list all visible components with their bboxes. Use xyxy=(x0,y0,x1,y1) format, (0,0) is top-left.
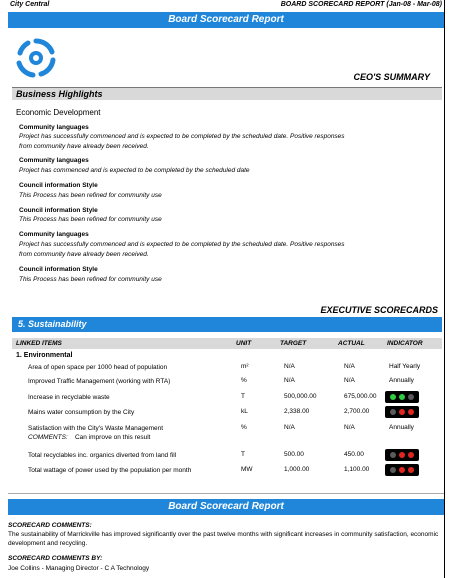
traffic-light-icon xyxy=(385,449,419,461)
highlight-title: Community languages xyxy=(19,157,89,164)
row-actual: N/A xyxy=(344,424,355,431)
scorecard-comments-by-label: SCORECARD COMMENTS BY: xyxy=(8,555,103,562)
row-actual: 2,700.00 xyxy=(344,408,370,415)
executive-scorecards-title: EXECUTIVE SCORECARDS xyxy=(320,305,438,315)
highlight-text: Project has commenced and is expected to be completed by the scheduled date xyxy=(19,167,250,174)
row-name: Improved Traffic Management (working with RTA) xyxy=(28,378,171,385)
col-linked-items: LINKED ITEMS xyxy=(16,340,62,347)
row-unit: kL xyxy=(241,408,248,415)
economic-development-heading: Economic Development xyxy=(16,108,101,117)
row-name: Increase in recyclable waste xyxy=(28,394,110,401)
row-target: N/A xyxy=(284,377,295,384)
divider xyxy=(8,493,444,494)
row-actual: N/A xyxy=(344,377,355,384)
top-header xyxy=(8,0,444,10)
comment-label: COMMENTS: xyxy=(28,434,68,441)
row-target: 500.00 xyxy=(284,451,304,458)
right-border xyxy=(444,0,445,578)
row-indicator: Half Yearly xyxy=(389,363,421,370)
row-target: N/A xyxy=(284,363,295,370)
comment-text: Can improve on this result xyxy=(74,434,151,441)
row-name: Area of open space per 1000 head of population xyxy=(28,364,168,371)
row-unit: m² xyxy=(241,363,249,370)
col-unit: UNIT xyxy=(236,340,252,347)
highlight-text: This Process has been refined for community use xyxy=(19,276,162,283)
row-name: Total recyclables inc. organics diverted from land fill xyxy=(28,452,177,459)
report-period: BOARD SCORECARD REPORT (Jan-08 - Mar-08) xyxy=(280,1,442,8)
traffic-light-icon xyxy=(385,464,419,476)
row-unit: T xyxy=(241,451,245,458)
scorecard-comments-by: Joe Collins - Managing Director - C A Technology xyxy=(8,565,150,572)
scorecard-comments-text: The sustainability of Marrickville has improved significantly over the past twelve months with significant increases in community satisfaction, economic development and recycling. xyxy=(8,531,439,547)
highlight-text: Project has successfully commenced and is expected to be completed by the scheduled date. Positive responses from community have already been received. xyxy=(19,241,345,258)
report-banner: Board Scorecard Report xyxy=(8,12,444,28)
highlight-text: This Process has been refined for community use xyxy=(19,192,162,199)
row-actual: 1,100.00 xyxy=(344,466,370,473)
row-name: Total wattage of power used by the population per month xyxy=(28,467,192,474)
row-name: Satisfaction with the City's Waste Management xyxy=(28,425,164,432)
highlight-text: This Process has been refined for community use xyxy=(19,216,162,223)
row-unit: T xyxy=(241,393,245,400)
group-heading: 1. Environmental xyxy=(16,352,73,359)
traffic-light-icon xyxy=(385,391,419,403)
highlight-title: Council information Style xyxy=(19,266,98,273)
row-target: 1,000.00 xyxy=(284,466,310,473)
row-actual: 675,000.00 xyxy=(344,393,377,400)
highlight-text: Project has successfully commenced and is expected to be completed by the scheduled date. Positive responses from community have already been received. xyxy=(19,133,345,150)
org-name: City Central xyxy=(10,1,50,8)
col-actual: ACTUAL xyxy=(338,340,365,347)
business-highlights-header: Business Highlights xyxy=(12,87,442,100)
col-indicator: INDICATOR xyxy=(387,340,423,347)
row-indicator: Annually xyxy=(389,424,414,431)
highlight-title: Community languages xyxy=(19,231,89,238)
row-actual: 450.00 xyxy=(344,451,364,458)
highlight-title: Community languages xyxy=(19,124,89,131)
row-unit: MW xyxy=(241,466,253,473)
row-unit: % xyxy=(241,377,247,384)
scorecard-table-header xyxy=(12,338,442,349)
row-target: N/A xyxy=(284,424,295,431)
scorecard-comments-label: SCORECARD COMMENTS: xyxy=(8,522,92,529)
row-target: 500,000.00 xyxy=(284,393,317,400)
ceo-summary-title: CEO'S SUMMARY xyxy=(353,72,430,82)
row-actual: N/A xyxy=(344,363,355,370)
highlight-title: Council information Style xyxy=(19,182,98,189)
row-target: 2,338.00 xyxy=(284,408,310,415)
highlight-title: Council information Style xyxy=(19,207,98,214)
row-name: Mains water consumption by the City xyxy=(28,409,135,416)
row-unit: % xyxy=(241,424,247,431)
section-header: 5. Sustainability xyxy=(12,317,442,332)
col-target: TARGET xyxy=(280,340,307,347)
footer-banner: Board Scorecard Report xyxy=(8,499,444,515)
traffic-light-icon xyxy=(385,406,419,418)
organization-logo-icon xyxy=(14,36,58,80)
row-indicator: Annually xyxy=(389,377,414,384)
